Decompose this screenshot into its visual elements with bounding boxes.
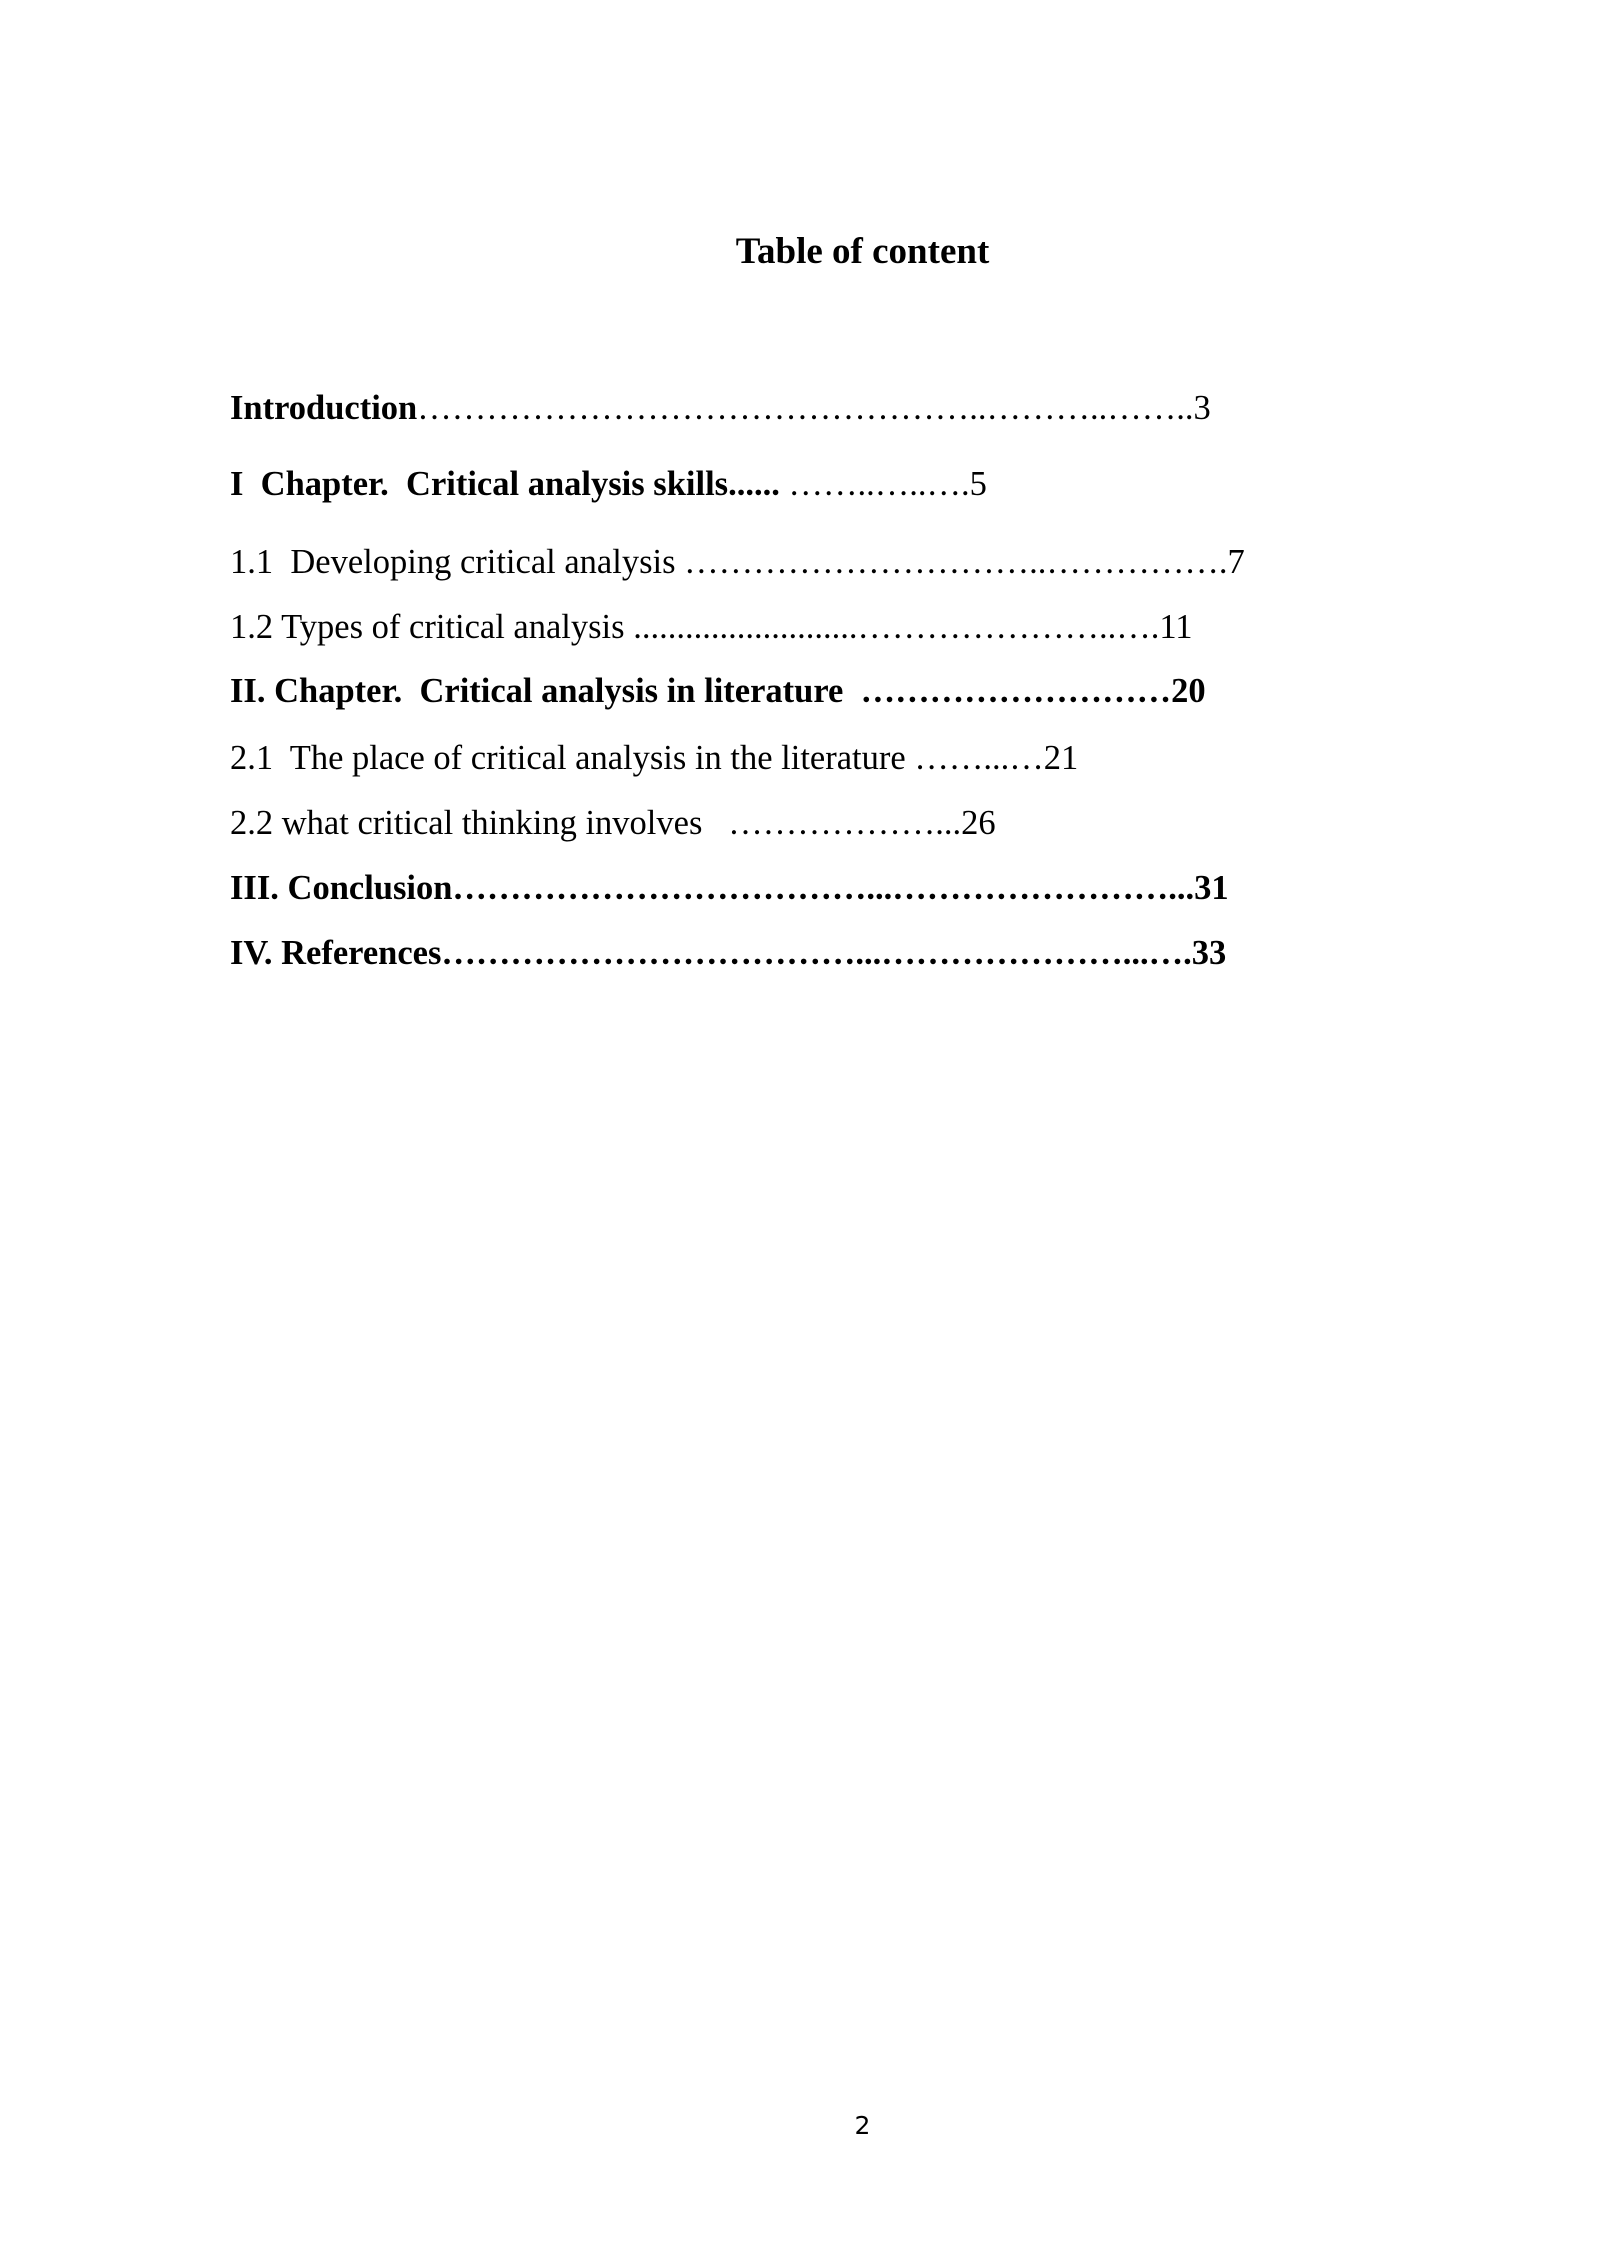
toc-entry-leader: ……...…21 <box>914 739 1079 777</box>
toc-entry-label: Introduction <box>230 389 418 427</box>
toc-entry-label: III. Conclusion <box>230 869 453 907</box>
toc-entry-references <box>230 931 1226 975</box>
toc-entry-leader: ………………………………...…………………...….33 <box>441 934 1227 972</box>
toc-entry-label: 1.1 Developing critical analysis <box>230 543 685 581</box>
toc-entry-label: 2.2 what critical thinking involves <box>230 804 729 842</box>
toc-entry-leader: ………………………………...……………………...31 <box>452 869 1229 907</box>
toc-entry-1-2 <box>230 605 1193 649</box>
toc-entry-1-1 <box>230 540 1245 584</box>
toc-entry-2-2 <box>230 801 996 845</box>
toc-entry-chapter-1 <box>230 462 987 506</box>
toc-entry-chapter-2 <box>230 669 1206 713</box>
toc-entry-label: 2.1 The place of critical analysis in the literature <box>230 739 915 777</box>
toc-entry-introduction <box>230 386 1211 430</box>
toc-entry-label: II. Chapter. Critical analysis in literature <box>230 672 861 710</box>
toc-entry-leader: …………………………………………..………..……..3 <box>417 389 1211 427</box>
toc-entry-label: IV. References <box>230 934 442 972</box>
toc-entry-leader: ……..…..….5 <box>779 465 987 503</box>
page-number: 2 <box>854 2111 871 2140</box>
toc-entry-leader: ………………………20 <box>860 672 1206 710</box>
toc-entry-label: 1.2 Types of critical analysis <box>230 608 634 646</box>
toc-entry-2-1 <box>230 736 1078 780</box>
toc-entry-label: I Chapter. Critical analysis skills...... <box>230 465 780 503</box>
toc-entry-leader: ………………...26 <box>728 804 996 842</box>
page-title: Table of content <box>735 231 990 272</box>
toc-entry-leader: ..........................…………………..….11 <box>633 608 1193 646</box>
toc-entry-leader: …………………………..…………….7 <box>684 543 1245 581</box>
toc-entry-conclusion <box>230 866 1229 910</box>
